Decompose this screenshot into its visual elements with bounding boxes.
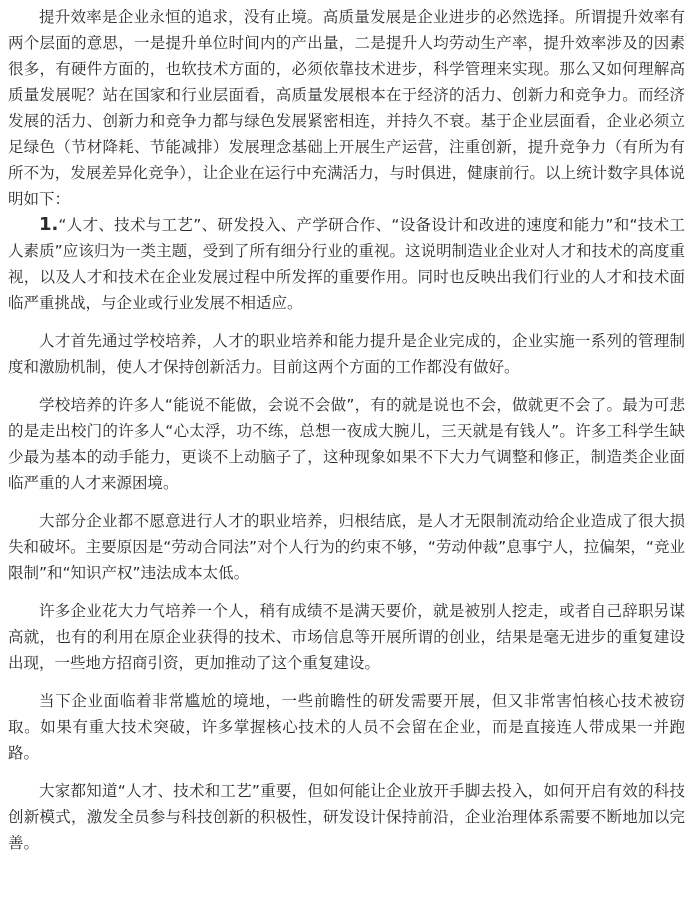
vocational-training-paragraph: 大部分企业都不愿意进行人才的职业培养，归根结底，是人才无限制流动给企业造成了很大损失和破坏。主要原因是“劳动合同法”对个人行为的约束不够，“劳动仲裁”息事宁人，拉偏架，“竞业限制”和“知识产权”违法成本太低。 xyxy=(8,512,685,582)
school-training-paragraph: 学校培养的许多人“能说不能做，会说不会做”，有的就是说也不会，做就更不会了。最为可悲的是走出校门的许多人“心太浮，功不练，总想一夜成大腕儿，三天就是有钱人”。许多工科学生缺少最为基本的动手能力，更谈不上动脑子了，这种现象如果不下大力气调整和修正，制造类企业面临严重的人才来源困境。 xyxy=(8,396,685,492)
point-1-text: “人才、技术与工艺”、研发投入、产学研合作、“设备设计和改进的速度和能力”和“技术工人素质”应该归为一类主题，受到了所有细分行业的重视。这说明制造业企业对人才和技术的高度重视，以及人才和技术在企业发展过程中所发挥的重要作用。同时也反映出我们行业的人才和技术面临严重挑战，与企业或行业发展不相适应。 xyxy=(8,216,685,312)
talent-poaching-paragraph: 许多企业花大力气培养一个人，稍有成绩不是满天要价，就是被别人挖走，或者自己辞职另谋高就，也有的利用在原企业获得的技术、市场信息等开展所谓的创业，结果是毫无进步的重复建设出现，一些地方招商引资，更加推动了这个重复建设。 xyxy=(8,602,685,672)
point-number: 1. xyxy=(39,214,59,235)
talent-cultivation-paragraph: 人才首先通过学校培养，人才的职业培养和能力提升是企业完成的，企业实施一系列的管理制度和激励机制，使人才保持创新活力。目前这两个方面的工作都没有做好。 xyxy=(8,332,685,376)
rd-dilemma-paragraph: 当下企业面临着非常尴尬的境地，一些前瞻性的研发需要开展，但又非常害怕核心技术被窃取。如果有重大技术突破，许多掌握核心技术的人员不会留在企业，而是直接连人带成果一并跑路。 xyxy=(8,692,685,762)
intro-paragraph: 提升效率是企业永恒的追求，没有止境。高质量发展是企业进步的必然选择。所谓提升效率有两个层面的意思，一是提升单位时间内的产出量，二是提升人均劳动生产率，提升效率涉及的因素很多，有硬件方面的，也软技术方面的，必须依靠技术进步，科学管理来实现。那么又如何理解高质量发展呢？站在国家和行业层面看，高质量发展根本在于经济的活力、创新力和竞争力。而经济发展的活力、创新力和竞争力都与绿色发展紧密相连，并持久不衰。基于企业层面看，企业必须立足绿色（节材降耗、节能减排）发展理念基础上开展生产运营，注重创新，提升竞争力（有所为有所不为，发展差异化竞争），让企业在运行中充满活力，与时俱进，健康前行。以上统计数字具体说明如下： xyxy=(8,8,685,208)
point-1-paragraph xyxy=(8,212,685,316)
conclusion-paragraph: 大家都知道“人才、技术和工艺”重要，但如何能让企业放开手脚去投入，如何开启有效的科技创新模式，激发全员参与科技创新的积极性，研发设计保持前沿，企业治理体系需要不断地加以完善。 xyxy=(8,782,685,852)
